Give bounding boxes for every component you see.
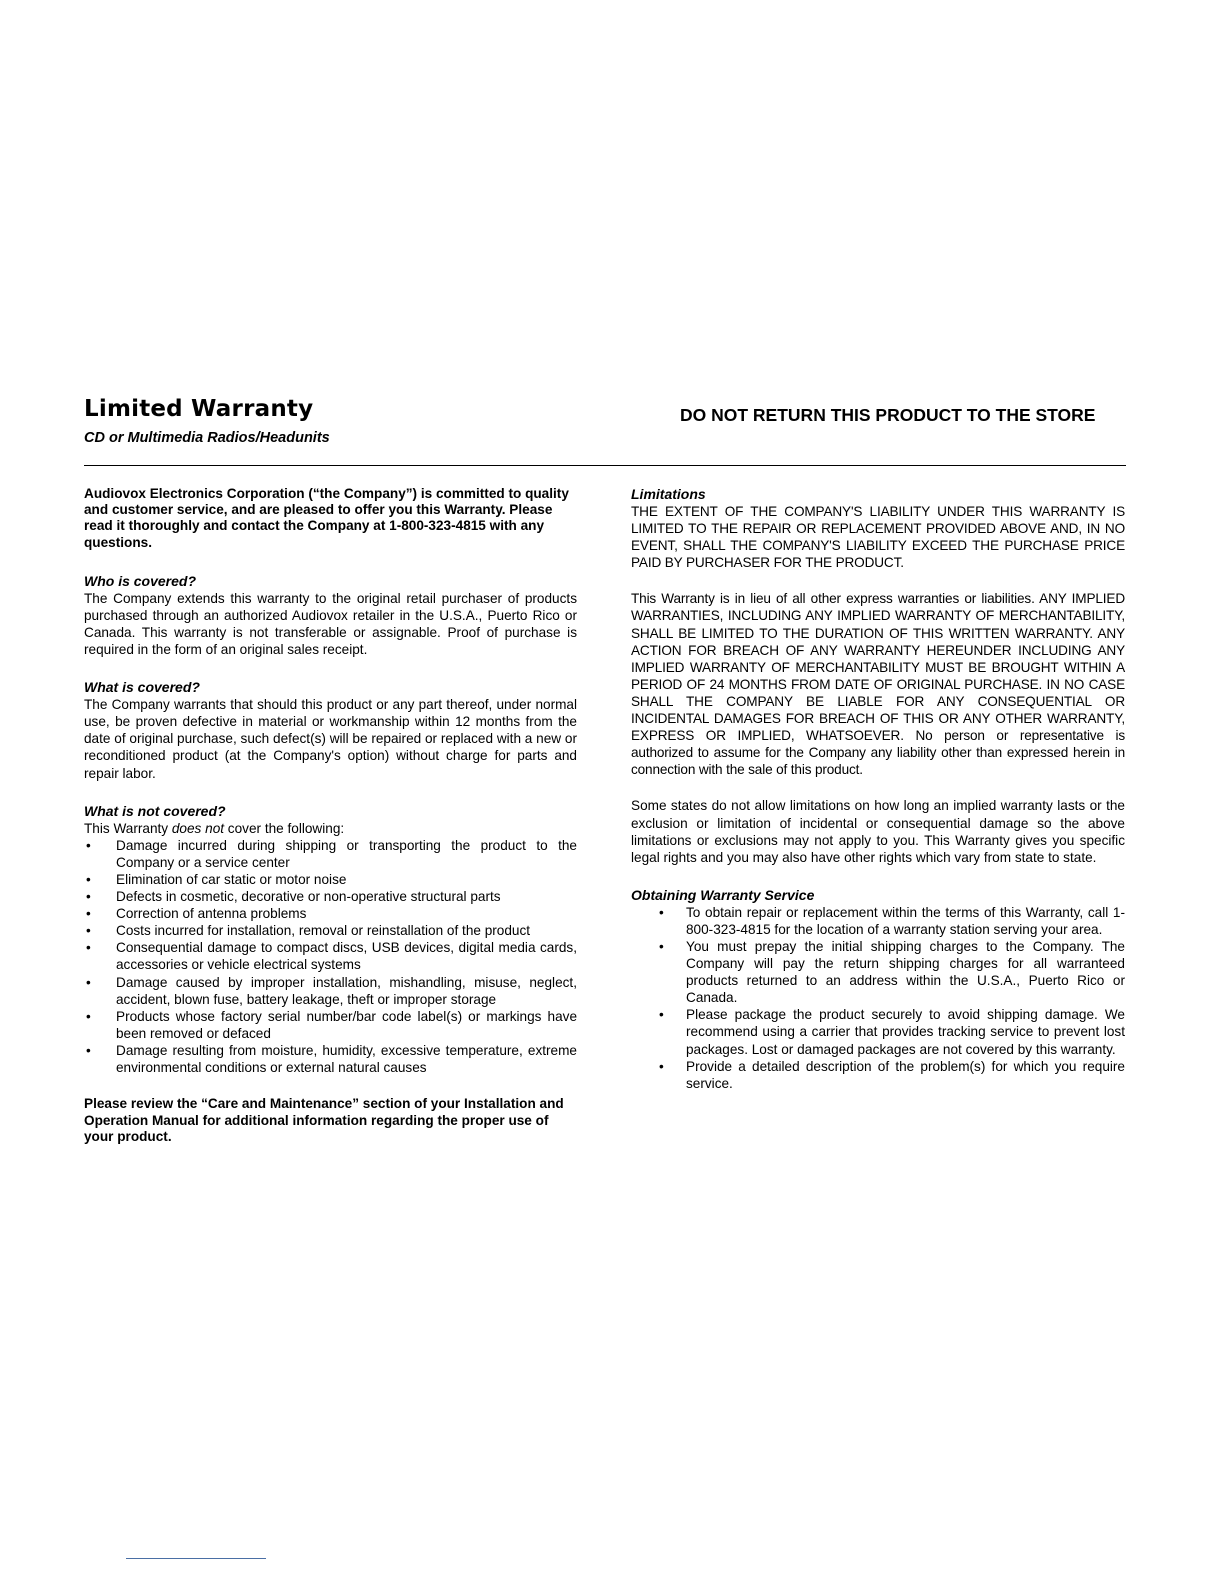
list-item-text: Provide a detailed description of the problem(s) for which you require service. — [686, 1058, 1125, 1091]
bullet-icon: • — [659, 1058, 664, 1074]
list-item-text: Please package the product securely to avoid shipping damage. We recommend using a carrier that provides tracking service to prevent lost packages. Lost or damaged packages are not covered by this warranty. — [686, 1007, 1125, 1057]
bullet-icon: • — [86, 871, 91, 887]
limitations-heading: Limitations — [631, 486, 706, 502]
bullet-icon: • — [659, 1007, 664, 1023]
obtaining-service-heading: Obtaining Warranty Service — [631, 886, 815, 903]
bullet-icon: • — [659, 904, 664, 920]
list-item-text: You must prepay the initial shipping charges to the Company. The Company will pay the return shipping charges for all warranteed products returned to an address within the U.S.A., Puerto Rico or Canada. — [686, 938, 1125, 1006]
page-title: Limited Warranty — [84, 396, 314, 422]
who-covered-text: The Company extends this warranty to the original retail purchaser of products purchased through an authorized Audiovox retailer in the U.S.A., Puerto Rico or Canada. This warranty is not transferable or assignable. Proof of purchase is required in the form of an original sales receipt. — [84, 590, 577, 658]
list-item-text: Consequential damage to compact discs, USB devices, digital media cards, accessories or vehicle electrical systems — [116, 940, 577, 973]
right-column — [631, 486, 1125, 1112]
bullet-icon: • — [86, 923, 91, 939]
bullet-icon: • — [86, 1008, 91, 1024]
list-item — [84, 939, 577, 973]
implied-warranty-text: This Warranty is in lieu of all other express warranties or liabilities. ANY IMPLIED WARRANTIES, INCLUDING ANY IMPLIED WARRANTY OF MERCHANTABILITY, SHALL BE LIMITED TO THE DURATION OF THIS WRITTEN WARRANTY. ANY ACTION FOR BREACH OF ANY WARRANTY HEREUNDER INCLUDING ANY IMPLIED WARRANTY OF MERCHANTABILITY MUST BE BROUGHT WITHIN A PERIOD OF 24 MONTHS FROM DATE OF ORIGINAL PURCHASE. IN NO CASE SHALL THE COMPANY BE LIABLE FOR ANY CONSEQUENTIAL OR INCIDENTAL DAMAGES FOR BREACH OF THIS OR ANY OTHER WARRANTY, EXPRESS OR IMPLIED, WHATSOEVER. No person or representative is authorized to assume for the Company any liability other than expressed herein in connection with the sale of this product. — [631, 591, 1125, 778]
list-item — [631, 938, 1125, 1006]
list-item — [84, 974, 577, 1008]
list-item-text: Elimination of car static or motor noise — [116, 871, 347, 887]
page-subtitle: CD or Multimedia Radios/Headunits — [84, 430, 330, 446]
header-divider — [84, 465, 1126, 466]
footer-divider — [126, 1558, 266, 1559]
bullet-icon: • — [86, 940, 91, 956]
state-rights-text: Some states do not allow limitations on how long an implied warranty lasts or the exclusion or limitation of incidental or consequential damage so the above limitations or exclusions may not apply to you. This Warranty gives you specific legal rights and you may also have other rights which vary from state to state. — [631, 798, 1125, 865]
list-item-text: Damage caused by improper installation, mishandling, misuse, neglect, accident, blown fuse, battery leakage, theft or improper storage — [116, 974, 577, 1007]
store-return-notice: DO NOT RETURN THIS PRODUCT TO THE STORE — [680, 405, 1096, 425]
what-covered-text: The Company warrants that should this product or any part thereof, under normal use, be proven defective in material or workmanship within 12 months from the date of original purchase, such defect(s) will be repaired or replaced with a new or reconditioned product (at the Company's option) without charge for parts and repair labor. — [84, 697, 577, 781]
list-item — [84, 1042, 577, 1076]
list-item — [84, 888, 577, 905]
list-item — [84, 922, 577, 939]
list-item — [631, 1006, 1125, 1057]
not-covered-intro-end: cover the following: — [224, 820, 345, 836]
list-item-text: Damage resulting from moisture, humidity, excessive temperature, extreme environmental conditions or external natural causes — [116, 1042, 577, 1075]
list-item — [84, 837, 577, 871]
intro-paragraph: Audiovox Electronics Corporation (“the Company”) is committed to quality and customer service, and are pleased to offer you this Warranty. Please read it thoroughly and contact the Company at 1-800-323-4815 with any questions. — [84, 486, 569, 550]
not-covered-intro-start: This Warranty — [84, 820, 172, 836]
not-covered-intro-emphasis: does not — [171, 820, 225, 836]
service-steps-list — [631, 904, 1125, 1092]
who-covered-heading: Who is covered? — [84, 572, 197, 589]
list-item — [84, 905, 577, 922]
list-item-text: Damage incurred during shipping or transporting the product to the Company or a service center — [116, 837, 577, 870]
list-item — [631, 1058, 1125, 1092]
bullet-icon: • — [86, 1042, 91, 1058]
what-covered-heading: What is covered? — [84, 679, 200, 696]
bullet-icon: • — [86, 889, 91, 905]
bullet-icon: • — [659, 938, 664, 954]
list-item-text: Defects in cosmetic, decorative or non-operative structural parts — [116, 889, 501, 905]
list-item-text: Costs incurred for installation, removal or reinstallation of the product — [116, 923, 531, 939]
not-covered-intro — [84, 820, 577, 837]
list-item — [631, 904, 1125, 938]
list-item-text: Correction of antenna problems — [116, 906, 307, 922]
left-column — [84, 486, 577, 1146]
bullet-icon: • — [86, 837, 91, 853]
limitations-text: THE EXTENT OF THE COMPANY'S LIABILITY UNDER THIS WARRANTY IS LIMITED TO THE REPAIR OR REPLACEMENT PROVIDED ABOVE AND, IN NO EVENT, SHALL THE COMPANY'S LIABILITY EXCEED THE PURCHASE PRICE PAID BY PURCHASER FOR THE PRODUCT. — [631, 504, 1125, 571]
not-covered-list — [84, 837, 577, 1076]
bullet-icon: • — [86, 974, 91, 990]
list-item-text: Products whose factory serial number/bar code label(s) or markings have been removed or defaced — [116, 1008, 577, 1041]
bullet-icon: • — [86, 906, 91, 922]
list-item-text: To obtain repair or replacement within the terms of this Warranty, call 1-800-323-4815 for the location of a warranty station serving your area. — [686, 904, 1125, 937]
list-item — [84, 871, 577, 888]
closing-note: Please review the “Care and Maintenance” section of your Installation and Operation Manual for additional information regarding the proper use of your product. — [84, 1096, 564, 1145]
list-item — [84, 1008, 577, 1042]
not-covered-heading: What is not covered? — [84, 802, 226, 819]
